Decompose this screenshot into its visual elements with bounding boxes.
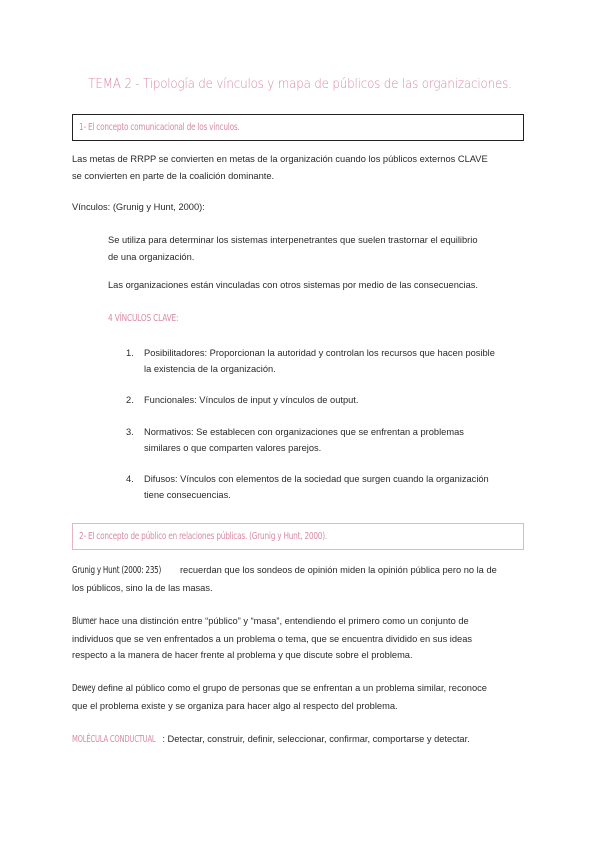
paragraph-line: individuos que se ven enfrentados a un problema o tema, que se encuentra dividido en sus ideas bbox=[72, 633, 473, 644]
list-item bbox=[144, 424, 464, 456]
section-1-heading-box bbox=[72, 114, 524, 141]
paragraph-line: de una organización. bbox=[108, 251, 195, 262]
indent-paragraph-2: Las organizaciones están vinculadas con otros sistemas por medio de las consecuencias. bbox=[108, 280, 479, 290]
list-item-line: Normativos: Se establecen con organizaciones que se enfrentan a problemas bbox=[144, 427, 464, 437]
paragraph-line bbox=[72, 680, 487, 698]
vinculos-label: Vínculos: (Grunig y Hunt, 2000): bbox=[72, 202, 205, 212]
list-item bbox=[144, 392, 358, 408]
list-item-line: Funcionales: Vínculos de input y vínculos de output. bbox=[144, 395, 359, 405]
paragraph-molecula bbox=[72, 731, 470, 749]
list-item bbox=[144, 471, 489, 503]
paragraph-line: que el problema existe y se organiza para hacer algo al respecto del problema. bbox=[72, 700, 398, 711]
section-2-heading-box bbox=[72, 523, 524, 550]
list-number: 4. bbox=[126, 474, 134, 484]
paragraph-rrpp bbox=[72, 151, 488, 184]
section-2-heading: 2- El concepto de público en relaciones públicas. (Grunig y Hunt, 2000). bbox=[79, 531, 327, 542]
author-name: Grunig y Hunt (2000: 235) bbox=[72, 565, 162, 576]
key-links-heading: 4 VÍNCULOS CLAVE: bbox=[108, 313, 179, 324]
author-name: Dewey bbox=[72, 683, 96, 694]
paragraph-blumer bbox=[72, 613, 472, 664]
list-item bbox=[144, 345, 495, 377]
paragraph-text: define al público como el grupo de personas que se enfrentan a un problema similar, reconoce bbox=[95, 683, 487, 693]
list-number: 3. bbox=[126, 427, 134, 437]
list-item-line: tiene consecuencias. bbox=[144, 490, 231, 500]
paragraph-grunig-hunt bbox=[72, 562, 497, 596]
paragraph-line: los públicos, sino la de las masas. bbox=[72, 582, 213, 593]
paragraph-text: hace una distinción entre “público” y “masa”, entendiendo el primero como un conjunto de bbox=[96, 616, 469, 626]
paragraph-line: respecto a la manera de hacer frente al problema y que discute sobre el problema. bbox=[72, 650, 413, 660]
paragraph-text: recuerdan que los sondeos de opinión miden la opinión pública pero no la de bbox=[177, 565, 497, 575]
paragraph-line: se convierten en parte de la coalición dominante. bbox=[72, 170, 275, 181]
paragraph-line bbox=[72, 613, 472, 631]
list-item-line: similares o que comparten valores parejos. bbox=[144, 443, 322, 453]
paragraph-text: : Detectar, construir, definir, seleccionar, confirmar, comportarse y detectar. bbox=[162, 734, 470, 744]
molecula-label: MOLÉCULA CONDUCTUAL bbox=[72, 734, 156, 745]
paragraph-line: Se utiliza para determinar los sistemas interpenetrantes que suelen trastornar el equilibrio bbox=[108, 235, 478, 245]
list-number: 2. bbox=[126, 395, 134, 405]
list-item-line: Posibilitadores: Proporcionan la autoridad y controlan los recursos que hacen posible bbox=[144, 348, 495, 358]
paragraph-line: Las metas de RRPP se convierten en metas de la organización cuando los públicos externos CLAVE bbox=[72, 154, 488, 164]
page-title: TEMA 2 - Tipología de vínculos y mapa de públicos de las organizaciones. bbox=[88, 76, 512, 92]
section-1-heading: 1- El concepto comunicacional de los vínculos. bbox=[79, 122, 240, 133]
indent-paragraph-1 bbox=[108, 232, 478, 265]
list-number: 1. bbox=[126, 348, 134, 358]
list-item-line: la existencia de la organización. bbox=[144, 364, 276, 374]
author-name: Blumer bbox=[72, 616, 97, 627]
paragraph-dewey bbox=[72, 680, 487, 714]
list-item-line: Difusos: Vínculos con elementos de la sociedad que surgen cuando la organización bbox=[144, 474, 489, 484]
paragraph-line bbox=[72, 562, 497, 580]
